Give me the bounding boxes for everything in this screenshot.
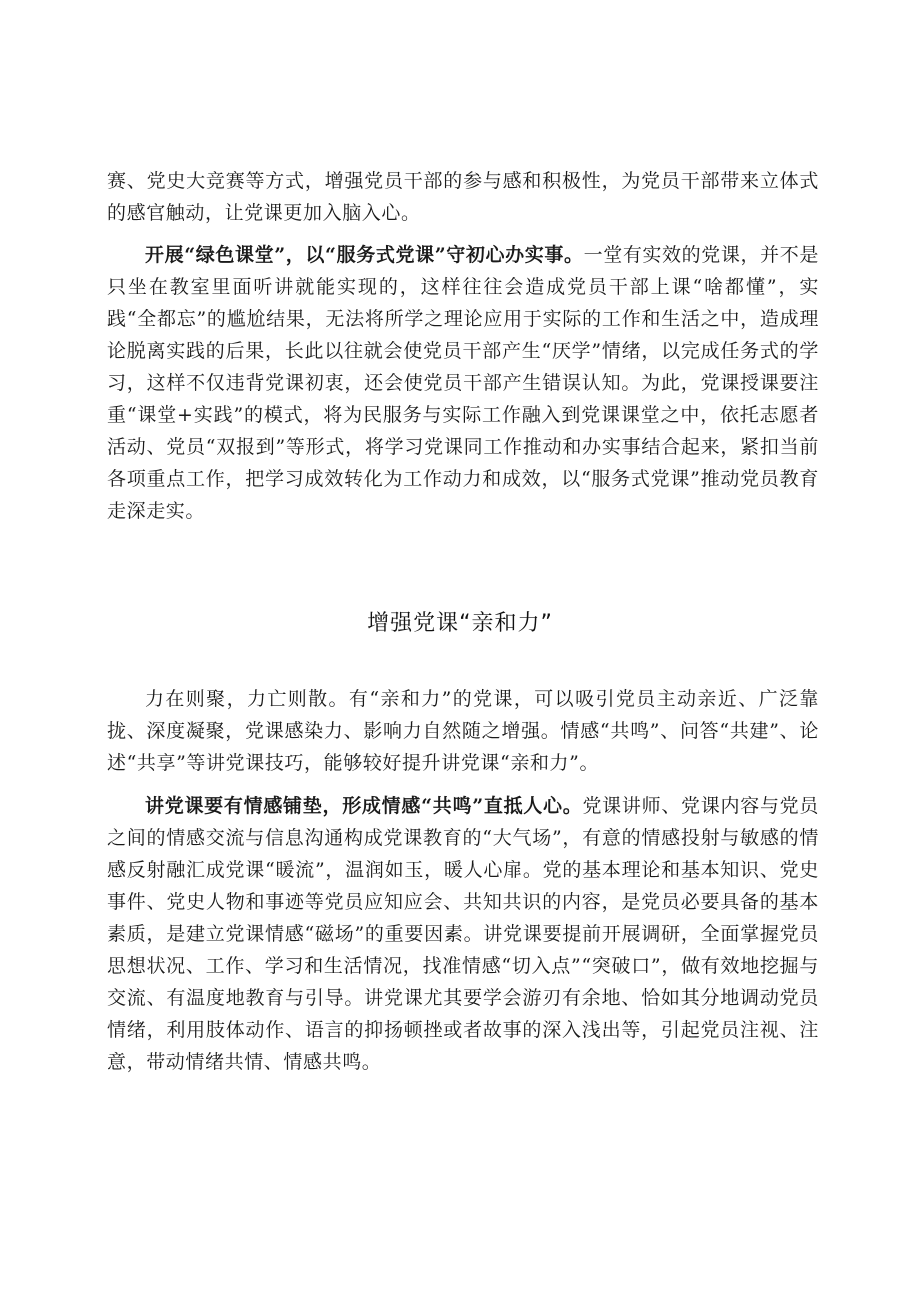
body-paragraph (107, 790, 819, 1078)
body-paragraph (107, 165, 819, 229)
body-paragraph (107, 683, 819, 779)
paragraph-text: 党课讲师、党课内容与党员之间的情感交流与信息沟通构成党课教育的“大气场”，有意的情感投射与敏感的情感反射融汇成党课“暖流”，温润如玉，暖人心扉。党的基本理论和基本知识、党史事件、党史人物和事迹等党员应知应会、共知共识的内容，是党员必要具备的基本素质，是建立党课情感“磁场”的重要因素。讲党课要提前开展调研，全面掌握党员思想状况、工作、学习和生活情况，找准情感“切入点”“突破口”，做有效地挖掘与交流、有温度地教育与引导。讲党课尤其要学会游刃有余地、恰如其分地调动党员情绪，利用肢体动作、语言的抑扬顿挫或者故事的深入浅出等，引起党员注视、注意，带动情绪共情、情感共鸣。 (107, 795, 819, 1073)
paragraph-text: 一堂有实效的党课，并不是只坐在教室里面听讲就能实现的，这样往往会造成党员干部上课“啥都懂”，实践“全都忘”的尴尬结果，无法将所学之理论应用于实际的工作和生活之中，造成理论脱离实践的后果，长此以往就会使党员干部产生“厌学”情绪，以完成任务式的学习，这样不仅违背党课初衷，还会使党员干部产生错误认知。为此，党课授课要注重“课堂+实践”的模式，将为民服务与实际工作融入到党课课堂之中，依托志愿者活动、党员“双报到”等形式，将学习党课同工作推动和办实事结合起来，紧扣当前各项重点工作，把学习成效转化为工作动力和成效，以“服务式党课”推动党员教育走深走实。 (107, 244, 819, 522)
paragraph-text: 力在则聚，力亡则散。有“亲和力”的党课，可以吸引党员主动亲近、广泛靠拢、深度凝聚，党课感染力、影响力自然随之增强。情感“共鸣”、问答“共建”、论述“共享”等讲党课技巧，能够较好提升讲党课“亲和力”。 (107, 688, 819, 774)
paragraph-lead-sentence: 讲党课要有情感铺垫，形成情感“共鸣”直抵人心。 (145, 795, 583, 817)
section-heading: 增强党课“亲和力” (367, 611, 553, 636)
paragraph-lead-sentence: 开展“绿色课堂”，以“服务式党课”守初心办实事。 (145, 244, 584, 266)
paragraph-text: 赛、党史大竞赛等方式，增强党员干部的参与感和积极性，为党员干部带来立体式的感官触动，让党课更加入脑入心。 (107, 170, 819, 224)
body-paragraph (107, 239, 819, 527)
